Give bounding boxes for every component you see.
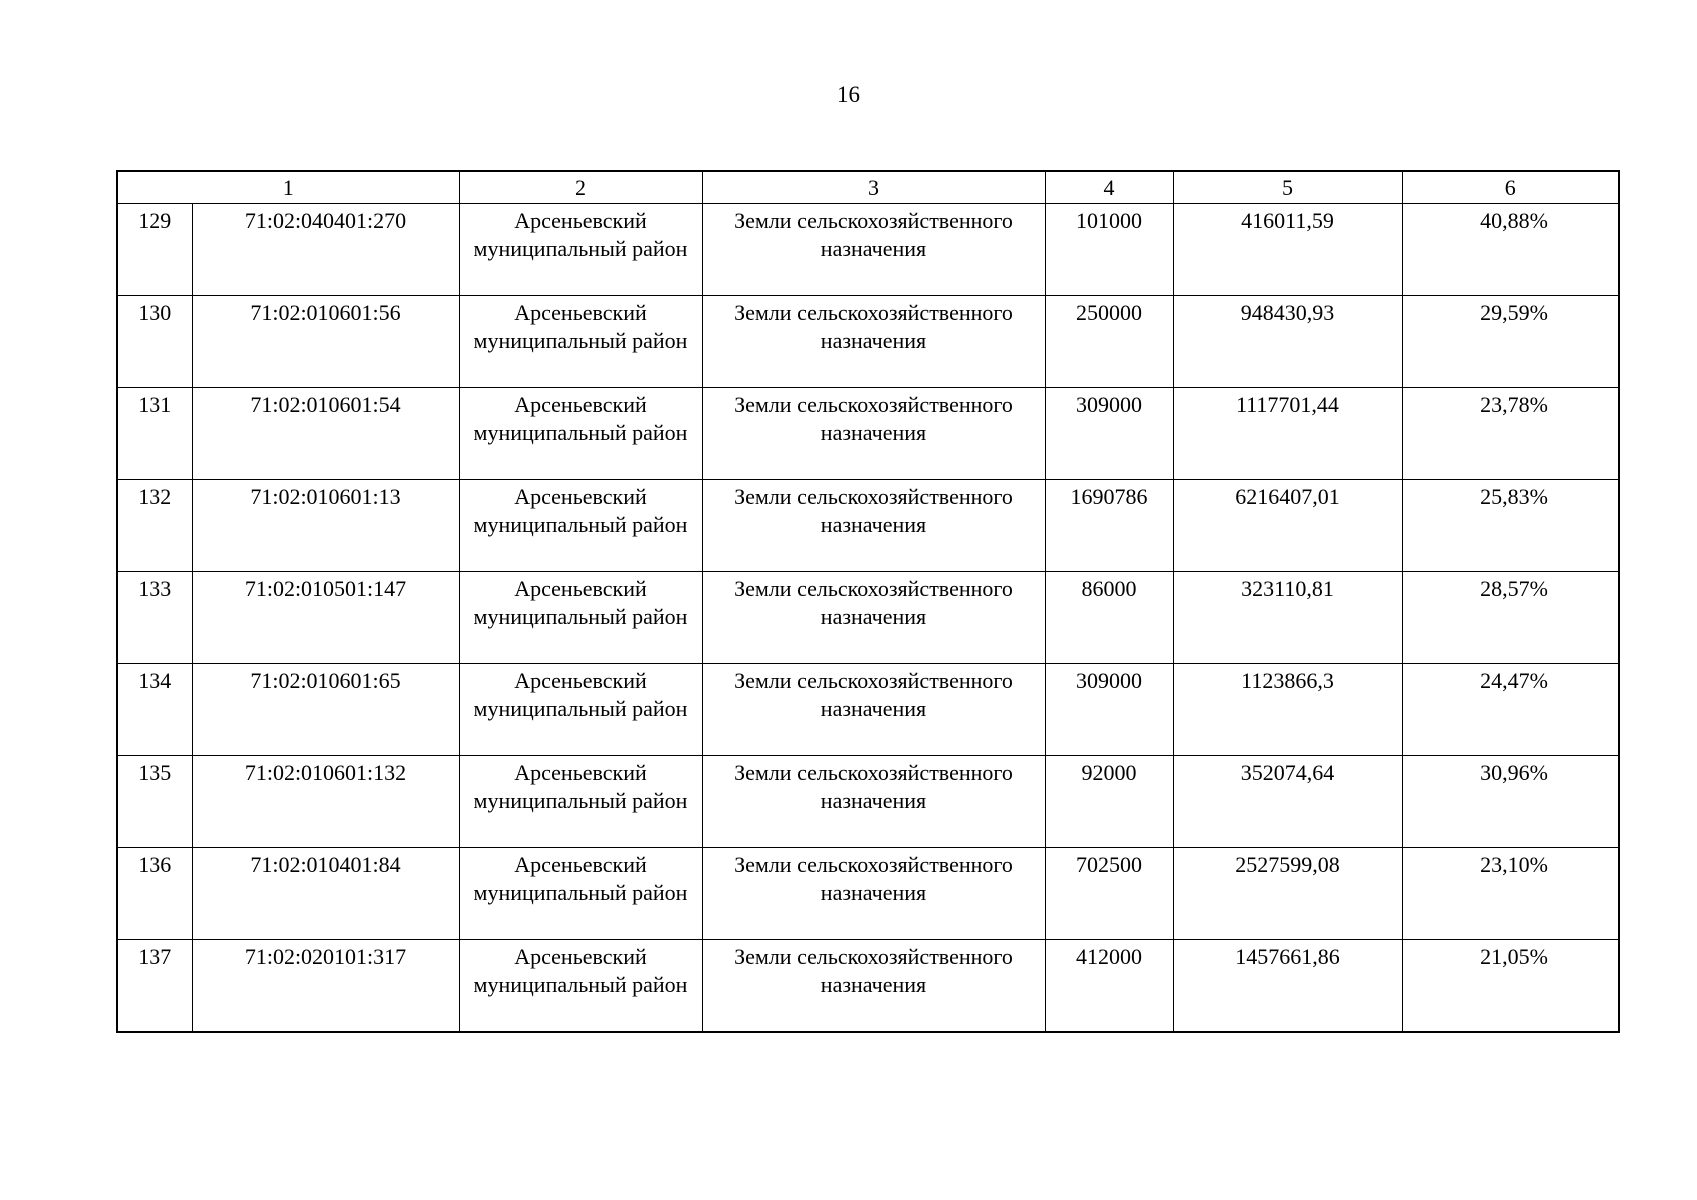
cadastral-value: 2527599,08 [1173, 848, 1402, 940]
area: 92000 [1045, 756, 1173, 848]
land-category: Земли сельскохозяйственного назначения [702, 572, 1045, 664]
cadastral-value: 1123866,3 [1173, 664, 1402, 756]
cadastral-number: 71:02:040401:270 [192, 204, 459, 296]
percent: 24,47% [1402, 664, 1619, 756]
table-row [117, 572, 1619, 664]
cadastral-number: 71:02:010601:65 [192, 664, 459, 756]
municipality: Арсеньевский муниципальный район [459, 572, 702, 664]
row-number: 131 [117, 388, 192, 480]
row-number: 133 [117, 572, 192, 664]
area: 250000 [1045, 296, 1173, 388]
cadastral-number: 71:02:010601:13 [192, 480, 459, 572]
column-header-2: 2 [459, 171, 702, 204]
percent: 23,78% [1402, 388, 1619, 480]
row-number: 135 [117, 756, 192, 848]
table-row [117, 756, 1619, 848]
area: 309000 [1045, 664, 1173, 756]
table-row [117, 296, 1619, 388]
area: 86000 [1045, 572, 1173, 664]
row-number: 136 [117, 848, 192, 940]
area: 101000 [1045, 204, 1173, 296]
percent: 21,05% [1402, 940, 1619, 1032]
cadastral-value: 948430,93 [1173, 296, 1402, 388]
column-header-5: 5 [1173, 171, 1402, 204]
municipality: Арсеньевский муниципальный район [459, 204, 702, 296]
area: 309000 [1045, 388, 1173, 480]
percent: 25,83% [1402, 480, 1619, 572]
percent: 40,88% [1402, 204, 1619, 296]
cadastral-number: 71:02:010601:132 [192, 756, 459, 848]
cadastral-value: 352074,64 [1173, 756, 1402, 848]
table-row [117, 940, 1619, 1032]
table-row [117, 204, 1619, 296]
column-header-1: 1 [117, 171, 459, 204]
area: 1690786 [1045, 480, 1173, 572]
row-number: 129 [117, 204, 192, 296]
area: 412000 [1045, 940, 1173, 1032]
table-row [117, 664, 1619, 756]
table-row [117, 480, 1619, 572]
cadastral-number: 71:02:020101:317 [192, 940, 459, 1032]
row-number: 130 [117, 296, 192, 388]
cadastral-value: 6216407,01 [1173, 480, 1402, 572]
municipality: Арсеньевский муниципальный район [459, 940, 702, 1032]
land-category: Земли сельскохозяйственного назначения [702, 480, 1045, 572]
land-category: Земли сельскохозяйственного назначения [702, 664, 1045, 756]
column-header-6: 6 [1402, 171, 1619, 204]
row-number: 134 [117, 664, 192, 756]
land-plots-table [116, 170, 1620, 1033]
cadastral-value: 416011,59 [1173, 204, 1402, 296]
land-category: Земли сельскохозяйственного назначения [702, 296, 1045, 388]
land-category: Земли сельскохозяйственного назначения [702, 756, 1045, 848]
percent: 30,96% [1402, 756, 1619, 848]
municipality: Арсеньевский муниципальный район [459, 756, 702, 848]
municipality: Арсеньевский муниципальный район [459, 296, 702, 388]
cadastral-number: 71:02:010601:56 [192, 296, 459, 388]
municipality: Арсеньевский муниципальный район [459, 848, 702, 940]
land-category: Земли сельскохозяйственного назначения [702, 848, 1045, 940]
municipality: Арсеньевский муниципальный район [459, 664, 702, 756]
column-header-4: 4 [1045, 171, 1173, 204]
table-row [117, 848, 1619, 940]
municipality: Арсеньевский муниципальный район [459, 480, 702, 572]
municipality: Арсеньевский муниципальный район [459, 388, 702, 480]
column-header-3: 3 [702, 171, 1045, 204]
row-number: 137 [117, 940, 192, 1032]
cadastral-number: 71:02:010501:147 [192, 572, 459, 664]
land-category: Земли сельскохозяйственного назначения [702, 940, 1045, 1032]
percent: 28,57% [1402, 572, 1619, 664]
row-number: 132 [117, 480, 192, 572]
land-category: Земли сельскохозяйственного назначения [702, 388, 1045, 480]
cadastral-number: 71:02:010401:84 [192, 848, 459, 940]
cadastral-number: 71:02:010601:54 [192, 388, 459, 480]
percent: 29,59% [1402, 296, 1619, 388]
page-number: 16 [837, 82, 860, 107]
table-row [117, 388, 1619, 480]
cadastral-value: 323110,81 [1173, 572, 1402, 664]
cadastral-value: 1457661,86 [1173, 940, 1402, 1032]
cadastral-value: 1117701,44 [1173, 388, 1402, 480]
table-header-row [117, 171, 1619, 204]
area: 702500 [1045, 848, 1173, 940]
land-category: Земли сельскохозяйственного назначения [702, 204, 1045, 296]
percent: 23,10% [1402, 848, 1619, 940]
